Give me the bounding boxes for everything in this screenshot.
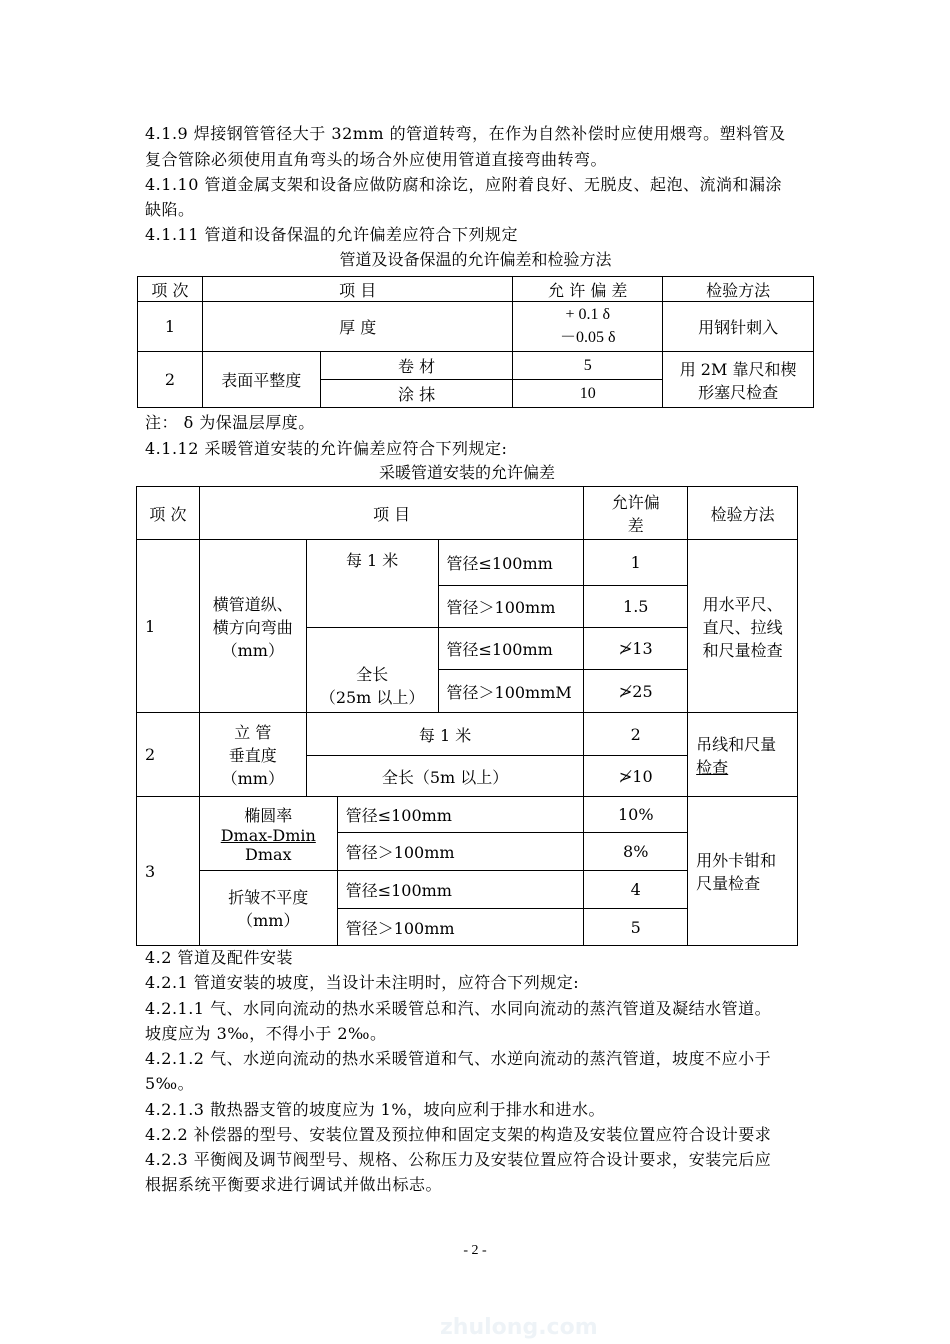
header-method: 检验方法 [663, 277, 814, 302]
t2-header-method: 检验方法 [688, 487, 798, 540]
paragraph-4-1-9-line2: 复合管除必须使用直角弯头的场合外应使用管道直接弯曲转弯。 [145, 150, 608, 169]
g1-method-line1: 用水平尺、 [702, 594, 783, 614]
g2-item-line1: 立 管 [234, 723, 272, 742]
row2-method-line2: 形塞尺检查 [698, 382, 779, 402]
g2-val2: ≯10 [584, 756, 688, 797]
g3-cond2: 管径＞100mm [337, 833, 584, 871]
g1-val2: 1.5 [584, 586, 688, 628]
g3-val2: 8% [584, 833, 688, 871]
heading-4-2: 4.2 管道及配件安装 [145, 948, 294, 967]
row1-tolerance [513, 302, 663, 352]
g2-no: 2 [137, 713, 200, 797]
g1-cond2: 管径＞100mm [438, 586, 584, 628]
g1-cond4: 管径＞100mmM [438, 670, 584, 713]
paragraph-4-2-1-2-line2: 5‰。 [145, 1074, 195, 1093]
g1-sub2-line1: 全长 [356, 665, 389, 684]
g2-sub1: 每 1 米 [306, 713, 584, 756]
row2-sub2: 涂 抹 [320, 380, 513, 408]
paragraph-4-2-1-3: 4.2.1.3 散热器支管的坡度应为 1%，坡向应利于排水和进水。 [145, 1100, 606, 1119]
g1-sub2 [306, 628, 438, 713]
table2-caption: 采暖管道安装的允许偏差 [378, 463, 555, 482]
g3-val1: 10% [584, 797, 688, 833]
paragraph-4-2-3-line1: 4.2.3 平衡阀及调节阀型号、规格、公称压力及安装位置应符合设计要求，安装完后应 [145, 1150, 772, 1169]
t2-header-tolerance-line2: 差 [627, 516, 644, 535]
g1-method-line3: 和尺量检查 [702, 640, 783, 660]
g1-item-line2: 横方向弯曲 [212, 617, 293, 637]
paragraph-4-1-11: 4.1.11 管道和设备保温的允许偏差应符合下列规定 [145, 225, 518, 244]
tolerance-minus: －0.05 δ [560, 329, 616, 346]
row1-item: 厚 度 [202, 302, 513, 352]
g1-item-line1: 横管道纵、 [212, 594, 293, 614]
g1-item-line3: （mm） [221, 640, 284, 660]
g1-method-line2: 直尺、拉线 [702, 617, 783, 637]
header-no: 项 次 [138, 277, 203, 302]
g3-ovality-label: 椭圆率 [244, 806, 293, 825]
g3-val4: 5 [584, 909, 688, 946]
paragraph-4-1-12: 4.1.12 采暖管道安装的允许偏差应符合下列规定: [145, 439, 508, 458]
paragraph-4-1-10-line1: 4.1.10 管道金属支架和设备应做防腐和涂讫，应附着良好、无脱皮、起泡、流淌和漏涂 [145, 175, 782, 194]
g3-cond4: 管径＞100mm [337, 909, 584, 946]
g3-wrinkle-unit: （mm） [237, 911, 300, 930]
t2-header-tolerance [584, 487, 688, 540]
note-delta: 注： δ 为保温层厚度。 [145, 413, 315, 432]
paragraph-4-2-2: 4.2.2 补偿器的型号、安装位置及预拉伸和固定支架的构造及安装位置应符合设计要求 [145, 1125, 772, 1144]
g2-method [688, 713, 798, 797]
paragraph-4-1-9-line1: 4.1.9 焊接钢管管径大于 32mm 的管道转弯，在作为自然补偿时应使用煨弯。塑料管及 [145, 124, 786, 143]
g3-cond3: 管径≤100mm [337, 871, 584, 909]
heating-pipe-tolerance-table [136, 486, 798, 946]
g1-val3: ≯13 [584, 628, 688, 670]
watermark: zhulong.com [440, 1315, 598, 1340]
g1-method [688, 540, 798, 713]
g1-val1: 1 [584, 540, 688, 586]
g1-sub1: 每 1 米 [306, 540, 438, 628]
g3-ovality-numerator: Dmax-Dmin [220, 826, 316, 845]
row2-sub1: 卷 材 [320, 352, 513, 380]
g3-item-ovality [199, 797, 337, 871]
g3-method-line1: 用外卡钳和 [696, 851, 777, 870]
g1-cond1: 管径≤100mm [438, 540, 584, 586]
tolerance-plus: + 0.1 δ [565, 306, 611, 323]
g3-cond1: 管径≤100mm [337, 797, 584, 833]
row2-val2: 10 [513, 380, 663, 408]
g3-ovality-denominator: Dmax [245, 845, 292, 864]
g2-method-line2: 检查 [696, 757, 729, 777]
g3-method [688, 797, 798, 946]
g1-sub2-line2: （25m 以上） [319, 688, 425, 707]
paragraph-4-1-10-line2: 缺陷。 [145, 200, 195, 219]
g3-wrinkle-label: 折皱不平度 [228, 888, 309, 907]
paragraph-4-2-1: 4.2.1 管道安装的坡度，当设计未注明时，应符合下列规定: [145, 973, 580, 992]
g2-sub2: 全长（5m 以上） [306, 756, 584, 797]
insulation-tolerance-table [137, 276, 814, 408]
g3-val3: 4 [584, 871, 688, 909]
g2-val1: 2 [584, 713, 688, 756]
row2-method [663, 352, 814, 408]
t2-header-no: 项 次 [137, 487, 200, 540]
g2-method-line1: 吊线和尺量 [696, 734, 777, 754]
row2-method-line1: 用 2M 靠尺和楔 [679, 359, 797, 379]
paragraph-4-2-1-1-line2: 坡度应为 3‰，不得小于 2‰。 [145, 1024, 387, 1043]
paragraph-4-2-3-line2: 根据系统平衡要求进行调试并做出标志。 [145, 1175, 443, 1194]
row2-item: 表面平整度 [202, 352, 320, 408]
g3-no: 3 [137, 797, 200, 946]
paragraph-4-2-1-1-line1: 4.2.1.1 气、水同向流动的热水采暖管总和汽、水同向流动的蒸汽管道及凝结水管道。 [145, 999, 772, 1018]
g2-item-line2: 垂直度 [228, 746, 277, 765]
header-tolerance: 允 许 偏 差 [513, 277, 663, 302]
g2-item [199, 713, 306, 797]
table1-caption: 管道及设备保温的允许偏差和检验方法 [339, 250, 612, 269]
t2-header-tolerance-line1: 允许偏 [611, 493, 660, 512]
g1-val4: ≯25 [584, 670, 688, 713]
row2-val1: 5 [513, 352, 663, 380]
row1-method: 用钢针刺入 [663, 302, 814, 352]
row2-no: 2 [138, 352, 203, 408]
g3-method-line2: 尺量检查 [696, 874, 761, 893]
page-number: - 2 - [463, 1243, 487, 1258]
g2-item-line3: （mm） [221, 769, 284, 788]
g1-cond3: 管径≤100mm [438, 628, 584, 670]
paragraph-4-2-1-2-line1: 4.2.1.2 气、水逆向流动的热水采暖管道和气、水逆向流动的蒸汽管道，坡度不应小于 [145, 1049, 772, 1068]
row1-no: 1 [138, 302, 203, 352]
t2-header-item: 项 目 [199, 487, 583, 540]
g1-item [199, 540, 306, 713]
g1-no: 1 [137, 540, 200, 713]
header-item: 项 目 [202, 277, 513, 302]
g3-item-wrinkle [199, 871, 337, 946]
